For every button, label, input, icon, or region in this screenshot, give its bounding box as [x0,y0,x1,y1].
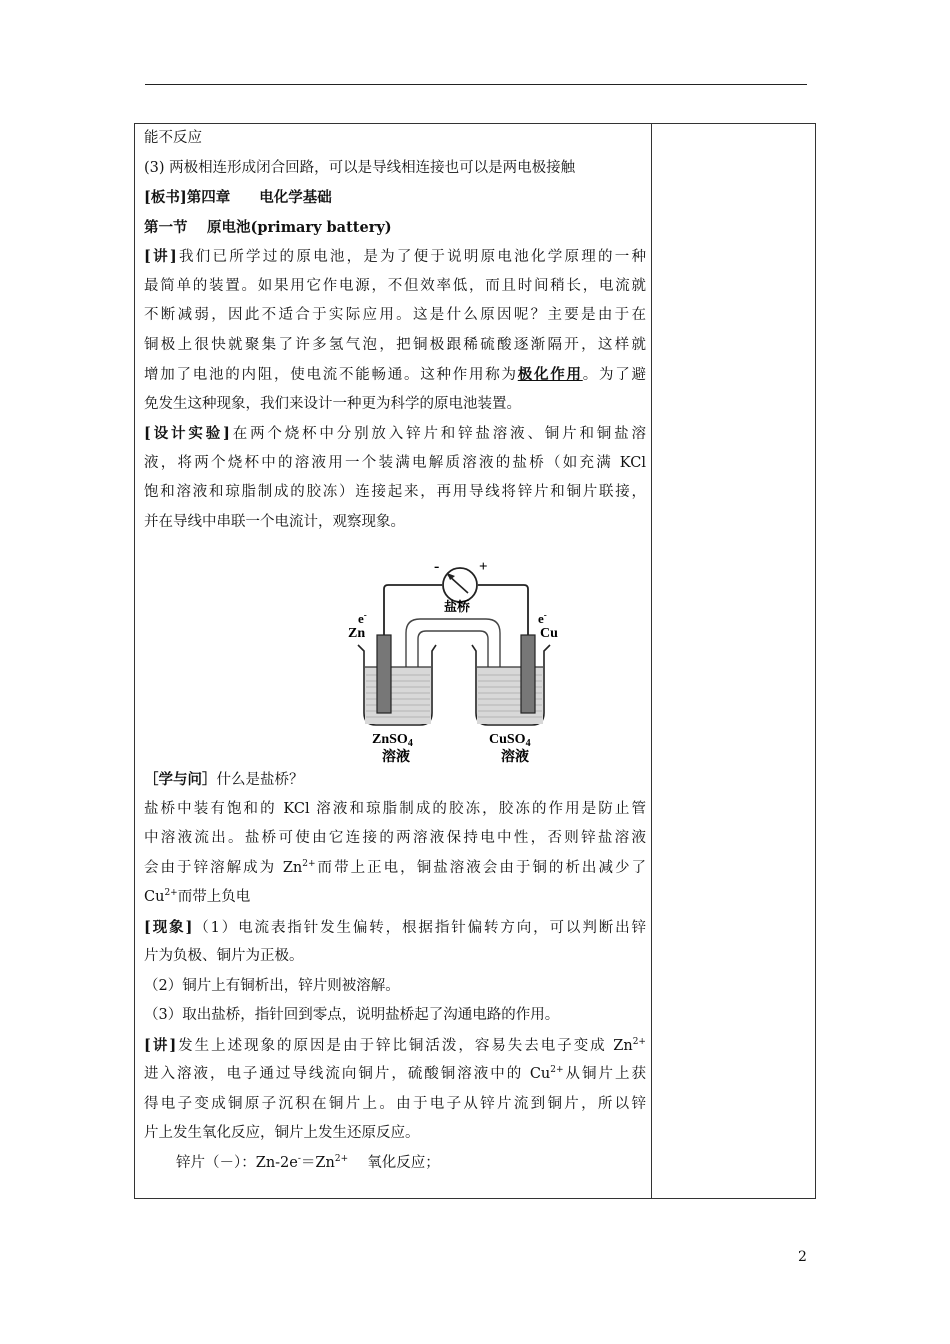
wire-right [478,585,528,635]
text-line [144,765,646,795]
superscript: 2+ [550,1065,564,1075]
text-span: ＝Zn [300,1154,335,1171]
phenomenon-tag: [现象] [144,918,193,936]
text-span: （1）电流表指针发生偏转，根据指针偏转方向，可以判断出锌 [192,919,646,936]
text-span: 发生上述现象的原因是由于锌比铜活泼，容易失去电子变成 Zn [176,1037,633,1054]
left-solution-label: 溶液 [382,750,410,765]
text-span: 什么是盐桥？ [216,772,304,788]
superscript: 2+ [302,858,316,869]
header-rule [145,84,807,85]
superscript: - [297,1153,301,1164]
text-line: 片上发生氧化反应，铜片上发生还原反应。 [144,1125,420,1141]
negative-sign: - [434,558,440,575]
text-line [144,360,646,390]
experiment-tag: [设计实验] [144,425,230,442]
text-line: （3）取出盐桥，指针回到零点，说明盐桥起了沟通电路的作用。 [144,1007,560,1023]
text-line: 并在导线中串联一个电流计，观察现象。 [144,513,405,530]
text-line [144,913,646,943]
lesson-content [144,124,646,1178]
text-line: (3) 两极相连形成闭合回路，可以是导线相连接也可以是两电极接触 [144,159,576,176]
board-tag: [板书] [144,189,187,206]
text-line [144,419,646,449]
text-span: 我们已所学过的原电池，是为了便于说明原电池化学原理的一种 [176,249,646,265]
text-span: 在两个烧杯中分别放入锌片和锌盐溶液、铜片和铜盐溶 [229,426,646,442]
text-span: 锌片（－）：Zn-2e [176,1154,298,1171]
text-line: 不断减弱，因此不适合于实际应用。这是什么原因呢？主要是由于在 [144,307,646,323]
section-title: 第一节 原电池(primary battery) [144,218,392,236]
text-line: 铜极上很快就聚集了许多氢气泡，把铜极跟稀硫酸逐渐隔开，这样就 [144,336,646,353]
lecture-tag: [讲] [144,248,177,265]
text-span: 从铜片上获 [563,1066,646,1082]
text-line: 饱和溶液和琼脂制成的胶冻）连接起来，再用导线将锌片和铜片联接， [144,484,646,500]
text-span: 而带上正电，铜盐溶液会由于铜的析出减少了 [315,859,646,876]
electron-right-label: e- [538,610,547,626]
text-line: 盐桥中装有饱和的 KCl 溶液和琼脂制成的胶冻，胶冻的作用是防止管 [144,800,646,817]
superscript: 2+ [632,1036,646,1047]
column-divider [651,124,652,1198]
positive-sign: + [479,559,488,575]
text-line: 得电子变成铜原子沉积在铜片上。由于电子从锌片流到铜片，所以锌 [144,1095,646,1112]
right-solution-formula: CuSO$_4$ [489,732,531,749]
text-span: 增加了电池的内阻，使电流不能畅通。这种作用称为 [144,367,518,383]
galvanic-cell-figure [144,539,646,765]
text-line [144,883,646,913]
zinc-label: Zn [348,626,366,641]
lecture-tag: [讲] [144,1036,177,1054]
right-solution-label: 溶液 [501,750,529,765]
electron-left-label: e- [358,610,367,626]
text-line: 最简单的装置。如果用它作电源，不但效率低，而且时间稍长，电流就 [144,277,646,294]
text-span: 。为了避 [582,367,646,383]
wire-left [384,585,442,635]
text-span: Cu [144,889,165,905]
copper-label: Cu [540,626,558,641]
text-line: 免发生这种现象，我们来设计一种更为科学的原电池装置。 [144,395,521,412]
copper-electrode [521,635,535,713]
text-span: 而带上负电 [177,889,251,905]
learn-ask-tag: ［学与问］ [144,771,217,788]
text-line: （2）铜片上有铜析出，锌片则被溶解。 [144,977,400,994]
text-line: 能不反应 [144,130,202,146]
zinc-electrode [377,635,391,713]
text-line [144,1060,646,1090]
text-line: 液，将两个烧杯中的溶液用一个装满电解质溶液的盐桥（如充满 KCl [144,454,646,471]
chapter-title: 第四章 电化学基础 [186,189,332,206]
text-span: 进入溶液，电子通过导线流向铜片，硫酸铜溶液中的 Cu [144,1066,551,1082]
text-line: 中溶液流出。盐桥可使由它连接的两溶液保持电中性，否则锌盐溶液 [144,830,646,846]
superscript: 2+ [164,888,178,898]
superscript: 2+ [334,1153,349,1164]
text-line [144,854,646,884]
half-reaction-zinc [144,1149,646,1179]
text-span: 会由于锌溶解成为 Zn [144,859,303,876]
text-line: 片为负极、铜片为正极。 [144,948,304,964]
galvanic-cell-diagram [344,539,568,765]
left-solution-formula: ZnSO$_4$ [372,732,413,749]
page-number: 2 [798,1249,807,1265]
solution-left [365,667,431,724]
text-line [144,1031,646,1061]
salt-bridge-label: 盐桥 [444,599,471,614]
board-heading [144,183,646,213]
text-line [144,242,646,272]
polarization-term: 极化作用 [517,366,583,383]
text-span: 氧化反应； [348,1154,440,1171]
